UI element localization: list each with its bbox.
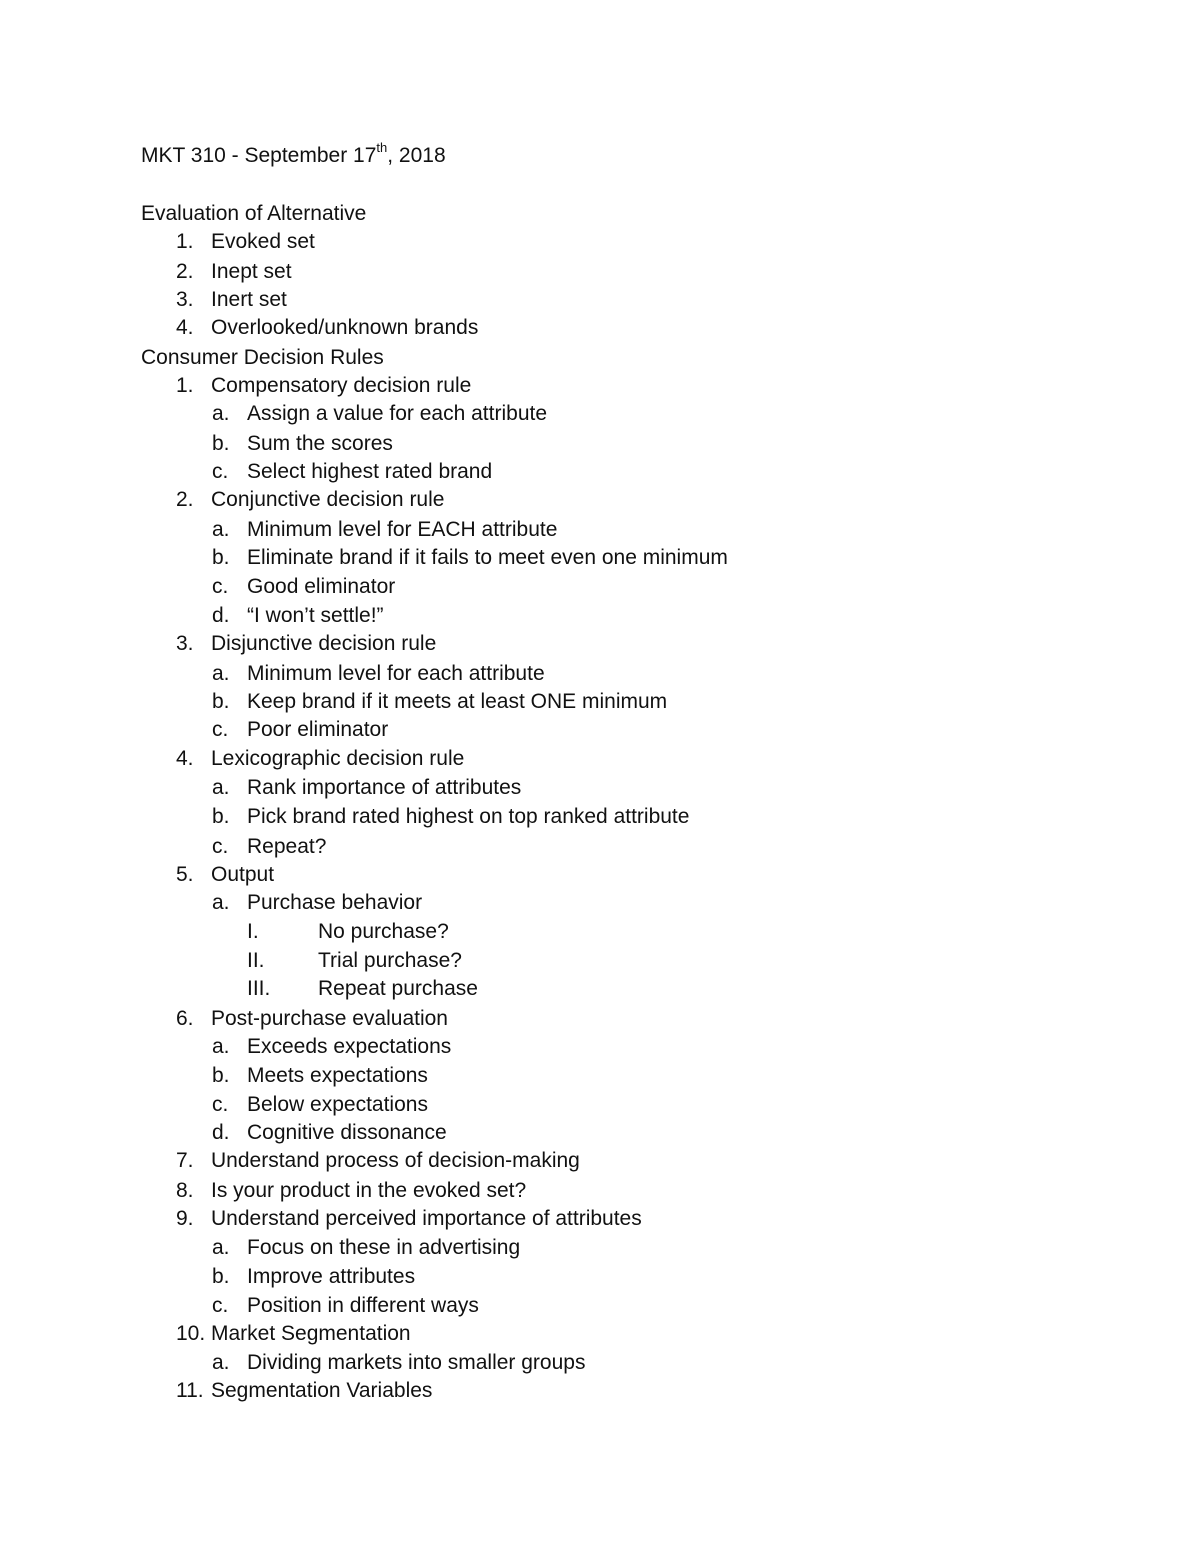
section-heading: Evaluation of Alternative <box>141 202 367 225</box>
list-item: Overlooked/unknown brands <box>211 316 479 339</box>
list-marker: 5. <box>176 863 194 886</box>
list-marker: 4. <box>176 747 194 770</box>
list-marker: c. <box>212 835 229 858</box>
list-item: Cognitive dissonance <box>247 1121 447 1144</box>
list-item: Minimum level for EACH attribute <box>247 518 558 541</box>
list-item: Meets expectations <box>247 1064 428 1087</box>
list-item: Eliminate brand if it fails to meet even one minimum <box>247 546 728 569</box>
list-marker: c. <box>212 718 229 741</box>
list-marker: 1. <box>176 374 194 397</box>
list-marker: 2. <box>176 260 194 283</box>
title-ordinal-suffix: th <box>376 140 388 155</box>
list-item: Good eliminator <box>247 575 396 598</box>
list-marker: a. <box>212 1236 230 1259</box>
list-item: Keep brand if it meets at least ONE minimum <box>247 690 668 713</box>
list-item: Inert set <box>211 288 287 311</box>
list-marker: b. <box>212 1265 230 1288</box>
list-item: Select highest rated brand <box>247 460 493 483</box>
list-marker: 3. <box>176 632 194 655</box>
list-marker: b. <box>212 805 230 828</box>
list-item: Repeat? <box>247 835 327 858</box>
list-item: “I won’t settle!” <box>247 604 384 627</box>
list-marker: a. <box>212 891 230 914</box>
list-marker: b. <box>212 1064 230 1087</box>
list-marker: a. <box>212 1035 230 1058</box>
list-item: Inept set <box>211 260 292 283</box>
document-title <box>141 142 446 170</box>
list-item: Conjunctive decision rule <box>211 488 445 511</box>
list-item: Trial purchase? <box>318 949 462 972</box>
list-item: Repeat purchase <box>318 977 478 1000</box>
list-marker: a. <box>212 1351 230 1374</box>
list-item: Exceeds expectations <box>247 1035 452 1058</box>
section-heading: Consumer Decision Rules <box>141 346 384 369</box>
title-course: MKT 310 - September 17 <box>141 144 377 167</box>
list-marker: b. <box>212 432 230 455</box>
list-item: Below expectations <box>247 1093 428 1116</box>
list-item: Lexicographic decision rule <box>211 747 465 770</box>
list-item: Segmentation Variables <box>211 1379 433 1402</box>
list-item: Market Segmentation <box>211 1322 411 1345</box>
list-item: Evoked set <box>211 230 315 253</box>
list-item: Compensatory decision rule <box>211 374 472 397</box>
list-item: Sum the scores <box>247 432 393 455</box>
list-item: Post-purchase evaluation <box>211 1007 448 1030</box>
list-marker: a. <box>212 402 230 425</box>
list-item: Dividing markets into smaller groups <box>247 1351 586 1374</box>
list-marker: c. <box>212 1093 229 1116</box>
list-marker: b. <box>212 546 230 569</box>
list-marker: 8. <box>176 1179 194 1202</box>
list-marker: 2. <box>176 488 194 511</box>
list-marker: a. <box>212 776 230 799</box>
list-marker: II. <box>247 949 265 972</box>
list-item: Minimum level for each attribute <box>247 662 545 685</box>
list-marker: 3. <box>176 288 194 311</box>
list-item: Purchase behavior <box>247 891 423 914</box>
list-item: Position in different ways <box>247 1294 479 1317</box>
list-item: Disjunctive decision rule <box>211 632 437 655</box>
list-marker: 4. <box>176 316 194 339</box>
list-marker: a. <box>212 518 230 541</box>
list-item: Understand perceived importance of attributes <box>211 1207 642 1230</box>
list-marker: c. <box>212 460 229 483</box>
list-marker: a. <box>212 662 230 685</box>
list-marker: 10. <box>176 1322 206 1345</box>
list-marker: c. <box>212 575 229 598</box>
list-marker: III. <box>247 977 271 1000</box>
list-marker: 6. <box>176 1007 194 1030</box>
list-marker: 7. <box>176 1149 194 1172</box>
list-marker: d. <box>212 1121 230 1144</box>
list-marker: b. <box>212 690 230 713</box>
list-item: Poor eliminator <box>247 718 389 741</box>
list-item: No purchase? <box>318 920 449 943</box>
list-item: Pick brand rated highest on top ranked attribute <box>247 805 690 828</box>
list-item: Focus on these in advertising <box>247 1236 521 1259</box>
list-item: Assign a value for each attribute <box>247 402 548 425</box>
title-year: , 2018 <box>387 144 446 167</box>
list-item: Output <box>211 863 275 886</box>
list-marker: I. <box>247 920 259 943</box>
list-item: Improve attributes <box>247 1265 416 1288</box>
list-item: Understand process of decision-making <box>211 1149 580 1172</box>
list-marker: c. <box>212 1294 229 1317</box>
list-marker: d. <box>212 604 230 627</box>
list-marker: 11. <box>176 1379 204 1402</box>
list-item: Rank importance of attributes <box>247 776 522 799</box>
list-item: Is your product in the evoked set? <box>211 1179 527 1202</box>
list-marker: 9. <box>176 1207 194 1230</box>
list-marker: 1. <box>176 230 194 253</box>
